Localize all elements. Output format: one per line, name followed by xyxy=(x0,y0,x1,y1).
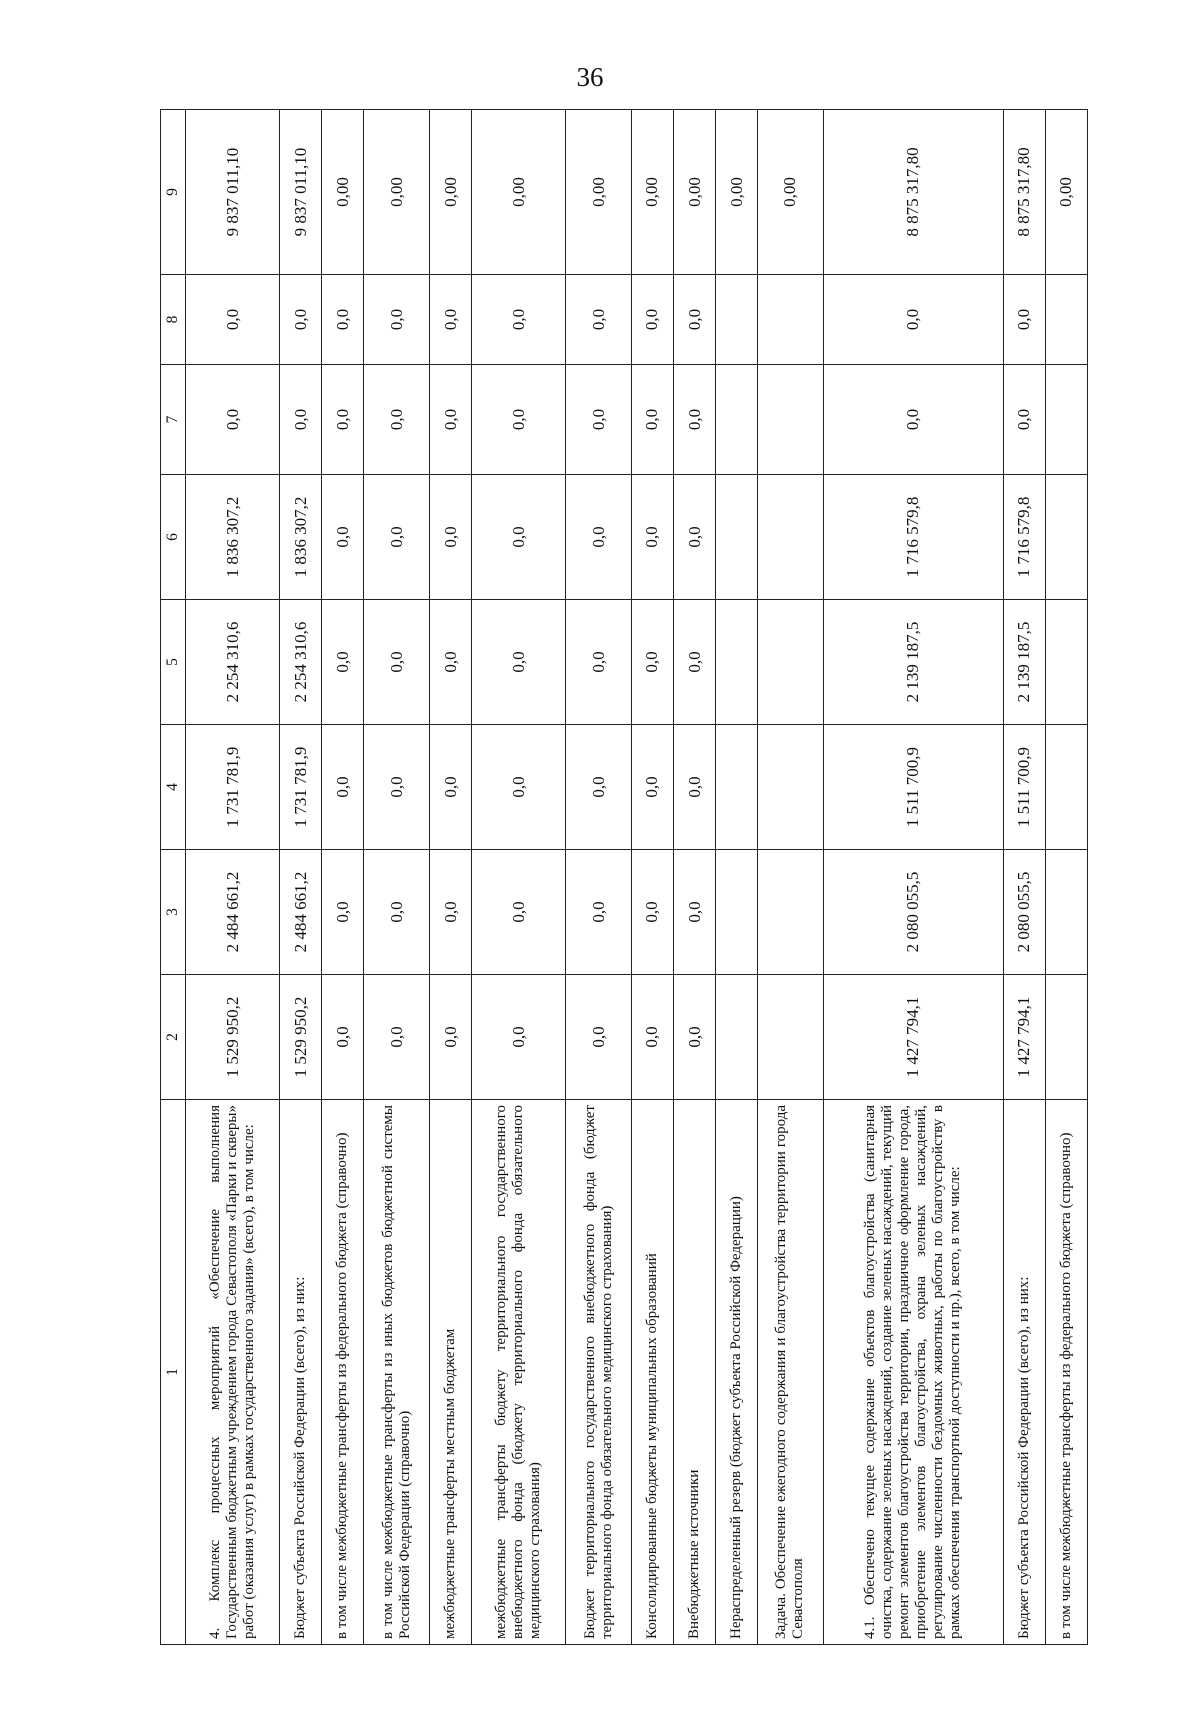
row-label: Бюджет территориального государственного внебюджетного фонда (бюджет территориального фонда обязательного медицинского страхования) xyxy=(566,1100,632,1645)
value-cell: 0,00 xyxy=(716,110,758,275)
value-cell: 0,0 xyxy=(322,725,364,850)
value-cell xyxy=(758,475,824,600)
value-cell: 0,0 xyxy=(364,475,430,600)
value-cell xyxy=(758,975,824,1100)
table-row xyxy=(758,110,824,1645)
value-cell: 1 529 950,2 xyxy=(280,975,322,1100)
value-cell: 0,00 xyxy=(364,110,430,275)
value-cell: 2 254 310,6 xyxy=(280,600,322,725)
row-label: 4.1. Обеспечено текущее содержание объектов благоустройства (санитарная очистка, содержание зеленых насаждений, создание зеленых насаждений, текущий ремонт элементов благоустройства территории, праздничное оформление города, приобретение элементов благоустройства, охрана зеленых насаждений, регулирование численности бездомных животных, работы по благоустройству в рамках обеспечения транспортной доступности и пр.), всего, в том числе: xyxy=(823,1100,1003,1645)
value-cell: 2 484 661,2 xyxy=(280,850,322,975)
value-cell: 0,0 xyxy=(673,475,715,600)
value-cell: 0,0 xyxy=(631,365,673,475)
row-label: межбюджетные трансферты бюджету территориального государственного внебюджетного фонда (бюджету территориального фонда обязательного медицинского страхования) xyxy=(472,1100,566,1645)
value-cell: 0,0 xyxy=(322,475,364,600)
value-cell xyxy=(758,725,824,850)
value-cell: 0,0 xyxy=(472,365,566,475)
value-cell xyxy=(1045,365,1087,475)
value-cell: 0,0 xyxy=(1003,275,1045,365)
value-cell: 0,0 xyxy=(322,850,364,975)
page-number: 36 xyxy=(576,62,604,92)
value-cell xyxy=(716,725,758,850)
rotated-table-container xyxy=(160,110,1088,1645)
value-cell: 0,0 xyxy=(472,850,566,975)
value-cell: 0,0 xyxy=(186,365,280,475)
value-cell xyxy=(1045,475,1087,600)
value-cell: 2 080 055,5 xyxy=(1003,850,1045,975)
row-label: Нераспределенный резерв (бюджет субъекта Российской Федерации) xyxy=(716,1100,758,1645)
value-cell: 0,0 xyxy=(322,275,364,365)
value-cell: 0,0 xyxy=(429,275,471,365)
column-header: 2 xyxy=(161,975,186,1100)
column-header: 1 xyxy=(161,1100,186,1645)
value-cell: 0,0 xyxy=(429,975,471,1100)
row-label: Задача. Обеспечение ежегодного содержания и благоустройства территории города Севастополя xyxy=(758,1100,824,1645)
column-header: 9 xyxy=(161,110,186,275)
value-cell: 8 875 317,80 xyxy=(1003,110,1045,275)
value-cell xyxy=(1045,975,1087,1100)
row-label: Бюджет субъекта Российской Федерации (всего), из них: xyxy=(1003,1100,1045,1645)
value-cell xyxy=(1045,600,1087,725)
value-cell: 0,00 xyxy=(472,110,566,275)
table-header-row xyxy=(161,110,186,1645)
value-cell: 0,0 xyxy=(631,850,673,975)
value-cell: 0,0 xyxy=(566,850,632,975)
value-cell: 0,0 xyxy=(322,365,364,475)
value-cell: 0,0 xyxy=(823,365,1003,475)
budget-table xyxy=(160,109,1088,1645)
value-cell: 0,0 xyxy=(186,275,280,365)
value-cell: 0,0 xyxy=(429,725,471,850)
value-cell: 0,0 xyxy=(322,600,364,725)
value-cell: 1 731 781,9 xyxy=(186,725,280,850)
row-label: в том числе межбюджетные трансферты из иных бюджетов бюджетной системы Российской Федерации (справочно) xyxy=(364,1100,430,1645)
table-row xyxy=(1045,110,1087,1645)
table-body xyxy=(186,110,1088,1645)
value-cell: 1 511 700,9 xyxy=(823,725,1003,850)
value-cell: 0,0 xyxy=(673,850,715,975)
column-header: 8 xyxy=(161,275,186,365)
row-label: межбюджетные трансферты местным бюджетам xyxy=(429,1100,471,1645)
value-cell: 0,0 xyxy=(429,850,471,975)
value-cell: 0,0 xyxy=(673,600,715,725)
value-cell: 0,0 xyxy=(566,975,632,1100)
value-cell: 0,0 xyxy=(631,975,673,1100)
value-cell: 0,0 xyxy=(673,725,715,850)
column-header: 7 xyxy=(161,365,186,475)
value-cell xyxy=(716,275,758,365)
row-label: в том числе межбюджетные трансферты из федерального бюджета (справочно) xyxy=(322,1100,364,1645)
row-label: Консолидированные бюджеты муниципальных образований xyxy=(631,1100,673,1645)
value-cell: 1 716 579,8 xyxy=(823,475,1003,600)
value-cell: 0,0 xyxy=(280,275,322,365)
table-row xyxy=(673,110,715,1645)
value-cell: 0,0 xyxy=(566,365,632,475)
table-row xyxy=(429,110,471,1645)
value-cell: 0,0 xyxy=(280,365,322,475)
value-cell: 0,0 xyxy=(566,275,632,365)
value-cell xyxy=(1045,275,1087,365)
value-cell: 0,00 xyxy=(673,110,715,275)
value-cell: 2 484 661,2 xyxy=(186,850,280,975)
value-cell xyxy=(1045,850,1087,975)
value-cell: 1 427 794,1 xyxy=(823,975,1003,1100)
value-cell: 1 731 781,9 xyxy=(280,725,322,850)
value-cell: 0,00 xyxy=(758,110,824,275)
value-cell: 2 139 187,5 xyxy=(1003,600,1045,725)
value-cell: 0,0 xyxy=(429,365,471,475)
table-row xyxy=(472,110,566,1645)
value-cell: 8 875 317,80 xyxy=(823,110,1003,275)
value-cell: 0,0 xyxy=(364,275,430,365)
column-header: 4 xyxy=(161,725,186,850)
table-row xyxy=(566,110,632,1645)
value-cell: 0,0 xyxy=(566,600,632,725)
value-cell: 0,0 xyxy=(322,975,364,1100)
table-row xyxy=(186,110,280,1645)
value-cell: 0,0 xyxy=(364,600,430,725)
value-cell: 0,0 xyxy=(364,725,430,850)
value-cell: 0,0 xyxy=(631,725,673,850)
row-label: в том числе межбюджетные трансферты из федерального бюджета (справочно) xyxy=(1045,1100,1087,1645)
value-cell: 0,0 xyxy=(566,475,632,600)
value-cell: 0,0 xyxy=(1003,365,1045,475)
value-cell: 2 080 055,5 xyxy=(823,850,1003,975)
value-cell: 0,0 xyxy=(364,365,430,475)
value-cell xyxy=(758,275,824,365)
table-row xyxy=(1003,110,1045,1645)
value-cell: 0,0 xyxy=(673,275,715,365)
value-cell: 1 511 700,9 xyxy=(1003,725,1045,850)
row-label: 4. Комплекс процессных мероприятий «Обеспечение выполнения Государственным бюджетным учреждением города Севастополя «Парки и скверы» работ (оказания услуг) в рамках государственного задания» (всего), в том числе: xyxy=(186,1100,280,1645)
value-cell: 1 836 307,2 xyxy=(186,475,280,600)
value-cell: 9 837 011,10 xyxy=(280,110,322,275)
column-header: 6 xyxy=(161,475,186,600)
value-cell: 0,00 xyxy=(429,110,471,275)
row-label: Бюджет субъекта Российской Федерации (всего), из них: xyxy=(280,1100,322,1645)
value-cell: 9 837 011,10 xyxy=(186,110,280,275)
table-row xyxy=(631,110,673,1645)
value-cell: 0,00 xyxy=(631,110,673,275)
value-cell: 0,00 xyxy=(322,110,364,275)
value-cell xyxy=(716,600,758,725)
value-cell: 0,00 xyxy=(1045,110,1087,275)
value-cell: 1 529 950,2 xyxy=(186,975,280,1100)
value-cell: 2 139 187,5 xyxy=(823,600,1003,725)
value-cell: 0,0 xyxy=(673,975,715,1100)
value-cell: 0,0 xyxy=(631,275,673,365)
value-cell: 0,0 xyxy=(472,600,566,725)
value-cell: 1 836 307,2 xyxy=(280,475,322,600)
column-header: 5 xyxy=(161,600,186,725)
value-cell xyxy=(716,475,758,600)
value-cell: 0,0 xyxy=(472,475,566,600)
value-cell: 0,0 xyxy=(364,975,430,1100)
table-row xyxy=(280,110,322,1645)
value-cell: 0,0 xyxy=(823,275,1003,365)
value-cell xyxy=(758,365,824,475)
value-cell: 0,0 xyxy=(673,365,715,475)
value-cell: 2 254 310,6 xyxy=(186,600,280,725)
table-row xyxy=(716,110,758,1645)
table-row xyxy=(823,110,1003,1645)
value-cell xyxy=(716,365,758,475)
value-cell: 0,0 xyxy=(429,475,471,600)
value-cell: 0,0 xyxy=(566,725,632,850)
value-cell: 0,0 xyxy=(472,725,566,850)
value-cell: 0,0 xyxy=(472,975,566,1100)
value-cell: 0,0 xyxy=(631,600,673,725)
value-cell: 0,00 xyxy=(566,110,632,275)
value-cell: 0,0 xyxy=(364,850,430,975)
value-cell xyxy=(716,850,758,975)
value-cell xyxy=(758,850,824,975)
value-cell: 0,0 xyxy=(631,475,673,600)
value-cell: 0,0 xyxy=(429,600,471,725)
table-row xyxy=(322,110,364,1645)
table-row xyxy=(364,110,430,1645)
column-header: 3 xyxy=(161,850,186,975)
value-cell xyxy=(716,975,758,1100)
value-cell xyxy=(758,600,824,725)
value-cell: 1 427 794,1 xyxy=(1003,975,1045,1100)
value-cell: 1 716 579,8 xyxy=(1003,475,1045,600)
row-label: Внебюджетные источники xyxy=(673,1100,715,1645)
value-cell: 0,0 xyxy=(472,275,566,365)
value-cell xyxy=(1045,725,1087,850)
